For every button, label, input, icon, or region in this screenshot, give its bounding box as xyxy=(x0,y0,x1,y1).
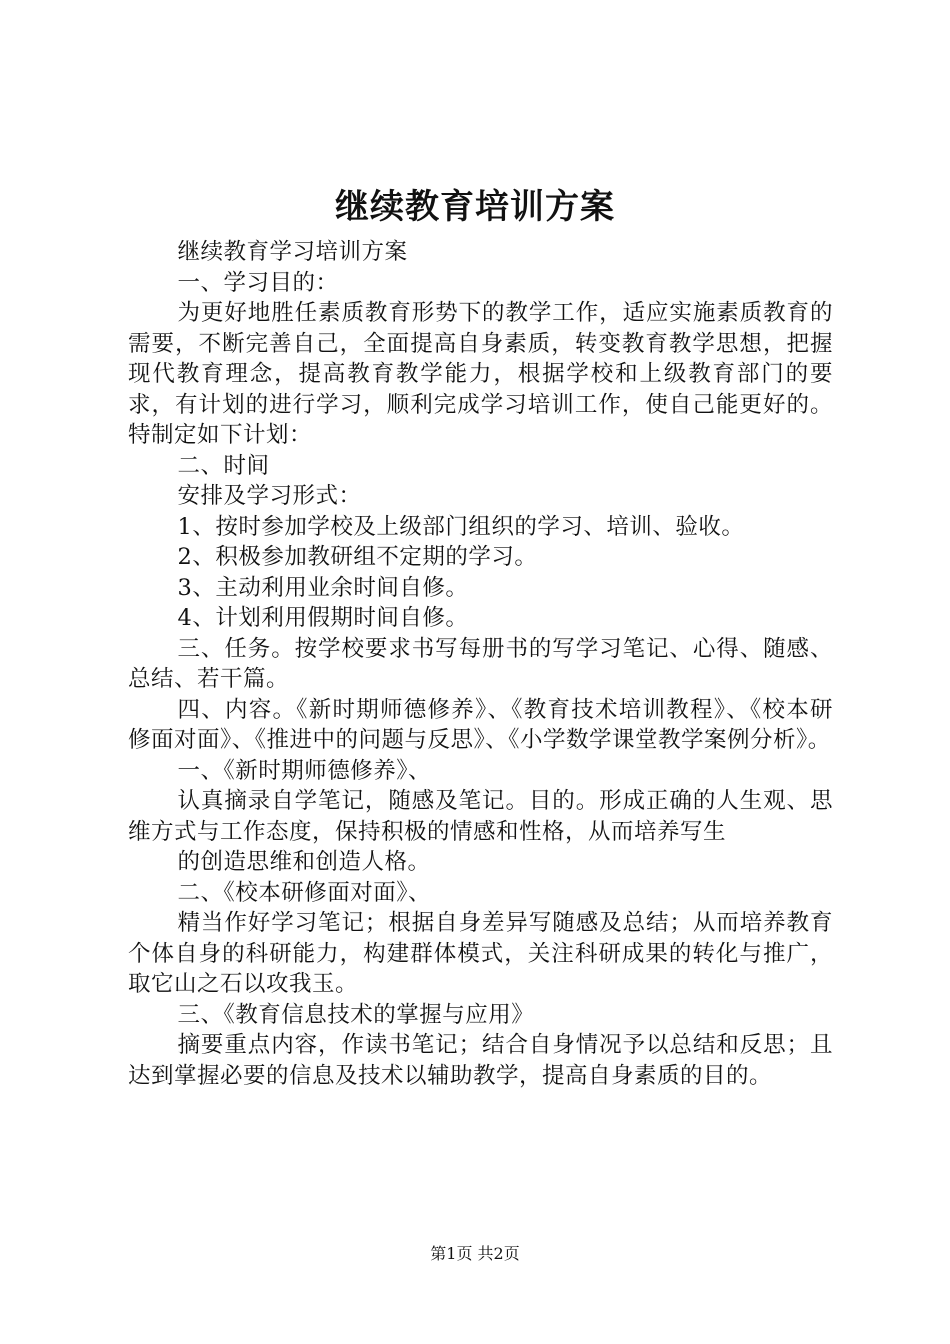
paragraph-item-1: 1、按时参加学校及上级部门组织的学习、培训、验收。 xyxy=(177,513,745,540)
paragraph-book-1-heading: 一、《新时期师德修养》、 xyxy=(177,757,432,784)
paragraph-item-3: 3、主动利用业余时间自修。 xyxy=(177,574,469,601)
paragraph-subtitle: 继续教育学习培训方案 xyxy=(177,239,408,265)
paragraph-book-3-heading: 三、《教育信息技术的掌握与应用》 xyxy=(177,1001,535,1028)
paragraph-section-tasks: 三、任务。按学校要求书写每册书的写学习笔记、心得、随感、总结、若干篇。 xyxy=(128,635,833,692)
paragraph-book-3-text: 摘要重点内容，作读书笔记；结合自身情况予以总结和反思；且达到掌握必要的信息及技术以辅助教学，提高自身素质的目的。 xyxy=(128,1032,833,1089)
paragraph-book-2-text: 精当作好学习笔记；根据自身差异写随感及总结；从而培养教育个体自身的科研能力，构建群体模式，关注科研成果的转化与推广，取它山之石以攻我玉。 xyxy=(128,910,833,997)
paragraph-book-2-heading: 二、《校本研修面对面》、 xyxy=(177,879,432,906)
paragraph-purpose-text: 为更好地胜任素质教育形势下的教学工作，适应实施素质教育的需要，不断完善自己，全面提高自身素质，转变教育教学思想，把握现代教育理念，提高教育教学能力，根据学校和上级教育部门的要求，有计划的进行学习，顺利完成学习培训工作，使自己能更好的。特制定如下计划： xyxy=(128,300,833,448)
document-body xyxy=(128,237,833,1091)
paragraph-item-4: 4、计划利用假期时间自修。 xyxy=(177,605,469,631)
paragraph-book-1-text-cont: 的创造思维和创造人格。 xyxy=(177,849,431,875)
document-title: 继续教育培训方案 xyxy=(335,187,615,227)
paragraph-section-purpose: 一、学习目的： xyxy=(177,269,339,296)
paragraph-section-time: 二、时间 xyxy=(177,452,270,479)
paragraph-arrangement: 安排及学习形式： xyxy=(177,483,362,509)
paragraph-section-content: 四、内容。《新时期师德修养》、《教育技术培训教程》、《校本研修面对面》、《推进中的问题与反思》、《小学数学课堂教学案例分析》。 xyxy=(128,696,833,753)
paragraph-book-1-text: 认真摘录自学笔记，随感及笔记。目的。形成正确的人生观、思维方式与工作态度，保持积极的情感和性格，从而培养写生 xyxy=(128,788,833,845)
page-footer: 第1页 共2页 xyxy=(430,1244,520,1263)
paragraph-item-2: 2、积极参加教研组不定期的学习。 xyxy=(177,544,538,570)
